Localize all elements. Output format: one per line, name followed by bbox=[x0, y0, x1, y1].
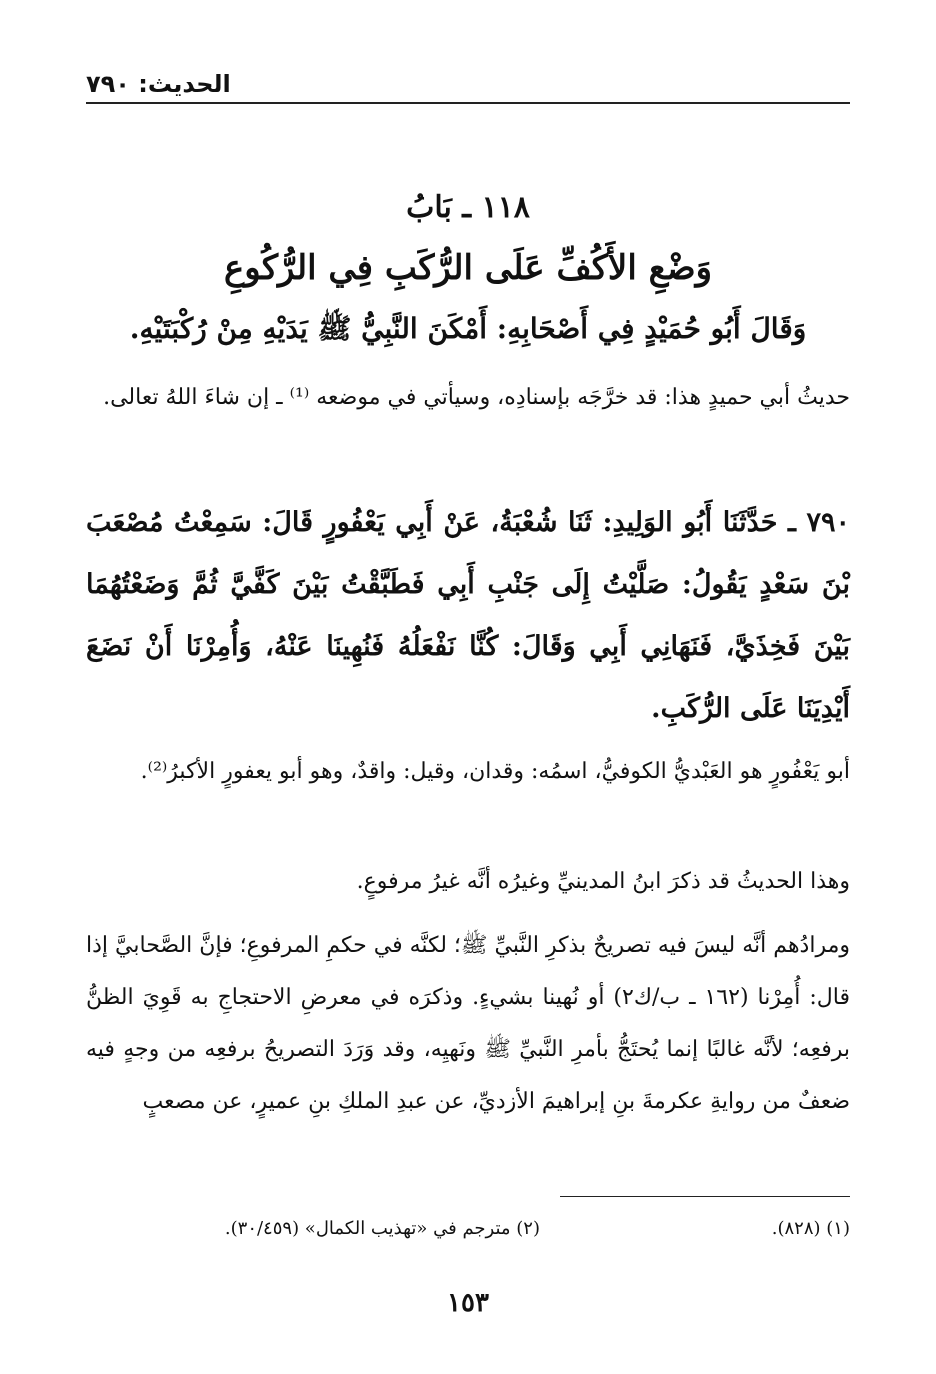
page-number: ١٥٣ bbox=[447, 1288, 489, 1318]
chapter-subtitle: وَقَالَ أَبُو حُمَيْدٍ فِي أَصْحَابِهِ: أَمْكَنَ النَّبِيُّ ﷺ يَدَيْهِ مِنْ رُكْبَتَيْهِ. bbox=[129, 312, 807, 345]
hadith-790-text: ٧٩٠ ـ حَدَّثَنَا أَبُو الوَلِيدِ: ثَنَا شُعْبَةُ، عَنْ أَبِي يَعْفُورٍ قَالَ: سَمِعْتُ مُصْعَبَ بْنَ سَعْدٍ يَقُولُ: صَلَّيْتُ إِلَى جَنْبِ أَبِي فَطَبَّقْتُ بَيْنَ كَفَّيَّ ثُمَّ وَضَعْتُهُمَا بَيْنَ فَخِذَيَّ، فَنَهَانِي أَبِي وَقَالَ: كُنَّا نَفْعَلُهُ فَنُهِينَا عَنْهُ، وَأُمِرْنَا أَنْ نَضَعَ أَيْدِيَنَا عَلَى الرُّكَبِ. bbox=[86, 507, 850, 724]
footnote-1: (١) (٨٢٨). bbox=[771, 1218, 850, 1239]
commentary-hadith-status: وهذا الحديثُ قد ذكرَ ابنُ المدينيِّ وغيرُه أنَّه غيرُ مرفوعٍ. bbox=[356, 869, 850, 894]
footnote-2: (٢) مترجم في «تهذيب الكمال» (٣٠/٤٥٩). bbox=[224, 1218, 540, 1239]
footnotes bbox=[86, 1218, 850, 1248]
commentary-murad: ومرادُهم أنَّه ليسَ فيه تصريحٌ بذكرِ النَّبيِّ ﷺ؛ لكنَّه في حكمِ المرفوعِ؛ فإنَّ الصَّحابيَّ إذا قال: أُمِرْنا (١٦٢ ـ ب/ك٢) أو نُهينا بشيءٍ. وذكرَه في معرضِ الاحتجاجِ به قَوِيَ الظنُّ برفعِه؛ لأنَّه غالبًا إنما يُحتَجُّ بأمرِ النَّبيِّ ﷺ ونَهيِه، وقد وَرَدَ التصريحُ برفعِه من وجهٍ فيه ضعفٌ من روايةِ عكرمةَ بنِ إبراهيمَ الأزديِّ، عن عبدِ الملكِ بنِ عميرٍ، عن مصعبٍ bbox=[86, 933, 850, 1114]
commentary-abu-yafur: أبو يَعْفُورٍ هو العَبْديُّ الكوفيُّ، اسمُه: وقدان، وقيل: واقدٌ، وهو أبو يعفورٍ الأكبرُ⁽²⁾. bbox=[140, 759, 850, 784]
running-title: الحديث: ٧٩٠ bbox=[86, 70, 231, 98]
footnote-divider bbox=[560, 1196, 850, 1197]
intro-commentary: حديثُ أبي حميدٍ هذا: قد خرَّجَه بإسنادِه، وسيأتي في موضعه ⁽¹⁾ ـ إن شاءَ اللهُ تعالى. bbox=[103, 385, 850, 410]
chapter-number: ١١٨ ـ بَابُ bbox=[406, 190, 530, 225]
running-header bbox=[86, 64, 850, 104]
chapter-title: وَضْعِ الأَكُفِّ عَلَى الرُّكَبِ فِي الرُّكُوعِ bbox=[223, 248, 712, 288]
